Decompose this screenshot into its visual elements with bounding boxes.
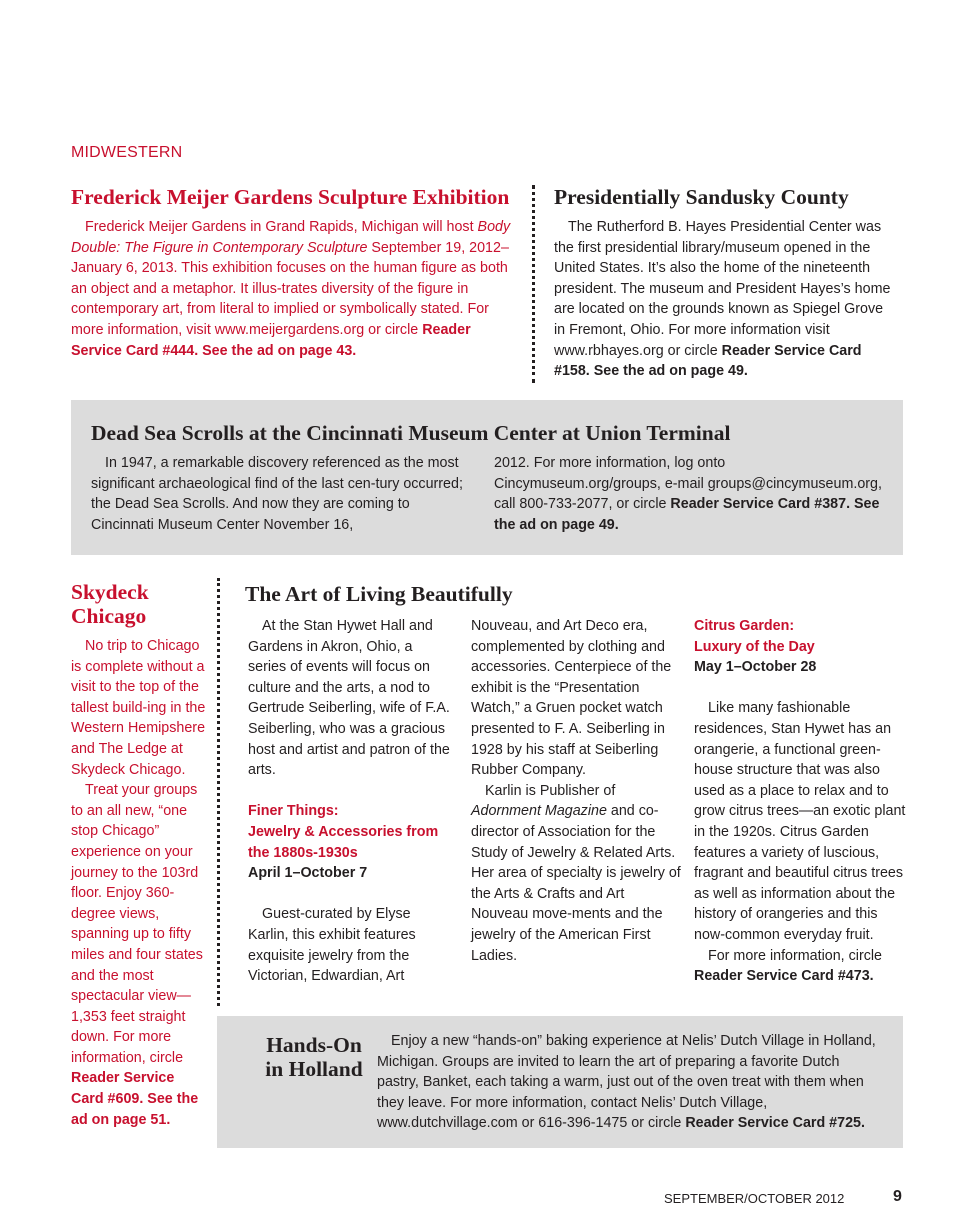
meijer-reader-card: Reader Service Card #444. See the ad on page 43.	[71, 321, 471, 359]
holland-reader-card: Reader Service Card #725.	[685, 1115, 865, 1132]
citrus-subheading: Luxury of the Day	[694, 638, 815, 655]
skydeck-reader-card: Reader Service Card #609. See the ad on page 51.	[71, 1070, 199, 1128]
art-col2-p2a: Karlin is Publisher of	[485, 782, 616, 799]
holland-text: Enjoy a new “hands-on” baking experience at Nelis’ Dutch Village in Holland, Michigan. Groups are invited to learn the art of preparing a favorite Dutch pastry, Banket, each taking a warm, just out of the oven treat with them when they leave. For more information, contact Nelis’ Dutch Village, www.dutchvillage.com or 616-396-1475 or circle	[377, 1033, 876, 1132]
sandusky-article	[554, 183, 896, 382]
scrolls-col2-text: 2012. For more information, log onto Cincymuseum.org/groups, e-mail groups@cincymuseum.org, call 800-733-2077, or circle	[494, 455, 882, 513]
column-divider	[532, 185, 535, 383]
sandusky-title: Presidentially Sandusky County	[554, 185, 849, 209]
skydeck-article	[71, 580, 206, 1130]
art-title: The Art of Living Beautifully	[245, 582, 513, 606]
art-col1	[248, 616, 453, 987]
holland-body	[377, 1031, 882, 1134]
finer-things-heading: Finer Things:	[248, 803, 339, 820]
finer-things-subheading: Jewelry & Accessories from the 1880s-1930s	[248, 823, 439, 861]
art-col2-p2b: and co-director of Association for the Study of Jewelry & Related Arts. Her area of specialty is jewelry of the Arts & Crafts and Art Nouveau move-ments and the jewelry of the American First Ladies.	[471, 803, 681, 964]
art-col3-p1: Like many fashionable residences, Stan Hywet has an orangerie, a functional green-house structure that was also used as a place to relax and to grow citrus trees—an exotic plant in the 1920s. Citrus Garden features a variety of luscious, fragrant and beautiful citrus trees as well as information about the history of orangeries and this now-common everyday fruit.	[694, 700, 906, 943]
meijer-text-a: Frederick Meijer Gardens in Grand Rapids, Michigan will host	[85, 219, 478, 235]
sandusky-body	[554, 217, 896, 382]
skydeck-p1: No trip to Chicago is complete without a visit to the top of the tallest build-ing in the Western Hemipshere and The Ledge at Skydeck Chicago.	[71, 638, 206, 778]
scrolls-reader-card: Reader Service Card #387. See the ad on page 49.	[494, 496, 880, 533]
meijer-body	[71, 217, 513, 361]
skydeck-title: Skydeck Chicago	[71, 580, 149, 628]
finer-things-dates: April 1–October 7	[248, 865, 368, 882]
art-col1-p2: Guest-curated by Elyse Karlin, this exhibit features exquisite jewelry from the Victorian, Edwardian, Art	[248, 906, 416, 985]
scrolls-col2	[494, 453, 886, 535]
art-col2	[471, 616, 684, 966]
scrolls-title: Dead Sea Scrolls at the Cincinnati Museum Center at Union Terminal	[91, 421, 731, 445]
skydeck-divider	[217, 578, 220, 1006]
art-col3	[694, 616, 909, 987]
holland-title-line1: Hands-On	[266, 1033, 362, 1057]
sandusky-text: The Rutherford B. Hayes Presidential Center was the first presidential library/museum opened in the United States. It’s also the home of the nineteenth president. The museum and President Hayes’s home are located on the grounds known as Spiegel Grove in Fremont, Ohio. For more information visit www.rbhayes.org or circle	[554, 219, 891, 359]
meijer-title: Frederick Meijer Gardens Sculpture Exhibition	[71, 185, 510, 209]
magazine-name: Adornment Magazine	[471, 803, 607, 820]
skydeck-p2: Treat your groups to an all new, “one stop Chicago” experience on your journey to the 103rd floor. Enjoy 360-degree views, spanning up to fifty miles and four states and the most spectacular view—1,353 feet straight down. For more information, circle	[71, 782, 203, 1066]
page-number: 9	[893, 1188, 902, 1205]
scrolls-box	[71, 400, 903, 555]
issue-date: SEPTEMBER/OCTOBER 2012	[664, 1191, 845, 1206]
sandusky-reader-card: Reader Service Card #158. See the ad on page 49.	[554, 342, 862, 380]
citrus-reader-card: Reader Service Card #473.	[694, 968, 874, 985]
art-col2-p1: Nouveau, and Art Deco era, complemented by clothing and accessories. Centerpiece of the exhibit is the “Presentation Watch,” a Gruen pocket watch presented to F. A. Seiberling in 1928 by his staff at Seiberling Rubber Company.	[471, 618, 672, 779]
meijer-article	[71, 183, 513, 361]
holland-title	[239, 1033, 389, 1081]
art-col3-p2: For more information, circle	[708, 947, 882, 964]
meijer-text-b: September 19, 2012–January 6, 2013. This exhibition focuses on the human figure as both an object and a metaphor. It illus-trates diversity of the figure in contemporary art, from literal to implied or symbolically stated. For more information, visit www.meijergardens.org or circle	[71, 239, 509, 338]
scrolls-col1	[91, 453, 471, 535]
citrus-heading: Citrus Garden:	[694, 618, 795, 634]
section-label: MIDWESTERN	[71, 144, 183, 161]
citrus-dates: May 1–October 28	[694, 659, 817, 676]
scrolls-col1-text: In 1947, a remarkable discovery referenced as the most significant archaeological find of the last cen-tury occurred; the Dead Sea Scrolls. And now they are coming to Cincinnati Museum Center November 16,	[91, 455, 463, 533]
skydeck-body	[71, 636, 206, 1130]
holland-title-line2: in Holland	[265, 1057, 363, 1081]
art-col1-p1: At the Stan Hywet Hall and Gardens in Akron, Ohio, a series of events will focus on culture and the arts, a nod to Gertrude Seiberling, wife of F.A. Seiberling, who was a gracious host and artist and patron of the arts.	[248, 618, 450, 779]
holland-box	[217, 1016, 903, 1148]
meijer-exhibit-name: Body Double: The Figure in Contemporary Sculpture	[71, 219, 511, 256]
